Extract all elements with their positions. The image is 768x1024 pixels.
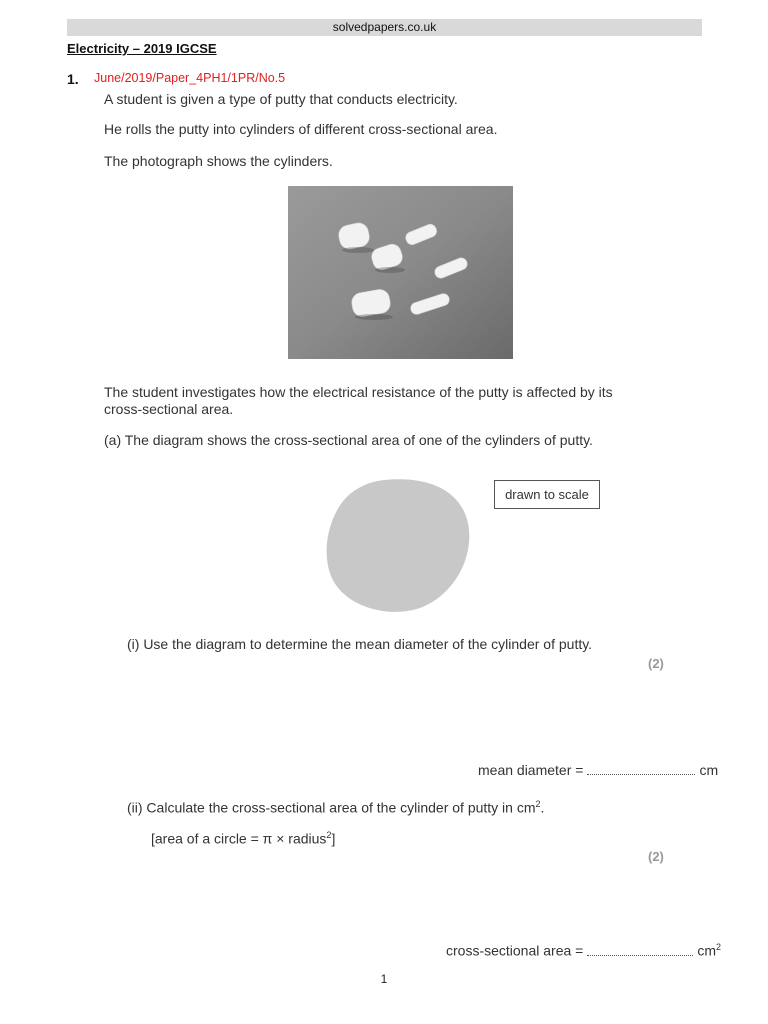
sub-question-i: (i) Use the diagram to determine the mean diameter of the cylinder of putty. xyxy=(127,636,593,652)
area-unit-sup: 2 xyxy=(716,942,722,952)
putty-cylinders-photo xyxy=(288,186,513,359)
document-title: Electricity – 2019 IGCSE xyxy=(67,41,217,56)
question-number: 1. xyxy=(67,71,79,87)
intro-line-1: A student is given a type of putty that conducts electricity. xyxy=(104,91,458,107)
page-number: 1 xyxy=(380,972,388,986)
site-header xyxy=(67,19,702,36)
formula-end: ] xyxy=(331,830,336,847)
drawn-to-scale-label: drawn to scale xyxy=(494,480,600,509)
formula-text: [area of a circle = π × radius xyxy=(151,830,327,847)
answer-space-ii[interactable] xyxy=(587,954,693,956)
sub-question-ii-text: (ii) Calculate the cross-sectional area of the cylinder of putty in cm xyxy=(127,799,536,816)
area-formula xyxy=(151,830,335,847)
answer-line-cross-sectional-area xyxy=(446,942,721,959)
intro-line-3: The photograph shows the cylinders. xyxy=(104,153,333,169)
marks-i: (2) xyxy=(648,656,664,671)
cross-section-diagram xyxy=(325,478,471,614)
marks-ii: (2) xyxy=(648,849,664,864)
investigation-line-2: cross-sectional area. xyxy=(104,401,234,417)
area-label: cross-sectional area = xyxy=(446,942,584,959)
answer-line-mean-diameter xyxy=(478,762,718,778)
investigation-line-1: The student investigates how the electrical resistance of the putty is affected by its xyxy=(104,384,613,400)
part-a-text: (a) The diagram shows the cross-sectional area of one of the cylinders of putty. xyxy=(104,432,593,448)
answer-space-i[interactable] xyxy=(587,773,695,775)
sub-question-ii xyxy=(127,799,544,816)
mean-diameter-label: mean diameter = xyxy=(478,762,584,778)
sub-question-ii-end: . xyxy=(540,799,545,816)
sub-question-ii-sup: 2 xyxy=(535,799,541,809)
mean-diameter-unit: cm xyxy=(699,762,719,778)
intro-line-2: He rolls the putty into cylinders of different cross-sectional area. xyxy=(104,121,498,137)
question-reference: June/2019/Paper_4PH1/1PR/No.5 xyxy=(94,71,286,85)
formula-sup: 2 xyxy=(326,830,332,840)
site-name: solvedpapers.co.uk xyxy=(332,20,437,34)
area-unit: cm xyxy=(697,942,717,959)
